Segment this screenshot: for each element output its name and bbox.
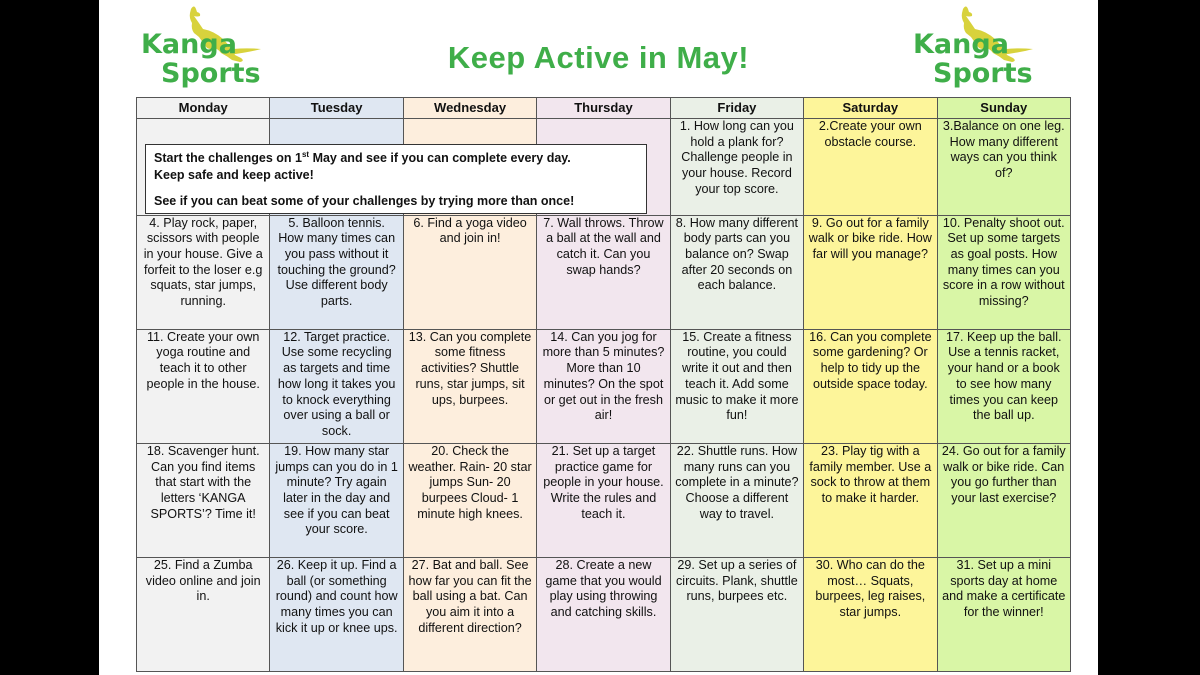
- instructions-line-1: Start the challenges on 1st May and see if you can complete every day.: [154, 149, 571, 165]
- day-cell: 14. Can you jog for more than 5 minutes? More than 10 minutes? On the spot or get out in the fresh air!: [537, 329, 670, 443]
- page-title: Keep Active in May!: [447, 40, 750, 75]
- day-cell: 29. Set up a series of circuits. Plank, shuttle runs, burpees etc.: [670, 557, 803, 671]
- day-cell: 13. Can you complete some fitness activities? Shuttle runs, star jumps, sit ups, burpees.: [403, 329, 536, 443]
- week-row: [137, 329, 1071, 443]
- instructions-line-3: See if you can beat some of your challenges by trying more than once!: [154, 194, 575, 208]
- day-cell: 10. Penalty shoot out. Set up some targets as goal posts. How many times can you score in a row without missing?: [937, 215, 1070, 329]
- day-cell: 8. How many different body parts can you balance on? Swap after 20 seconds on each balance.: [670, 215, 803, 329]
- day-header-friday: Friday: [670, 98, 803, 119]
- day-cell: 31. Set up a mini sports day at home and make a certificate for the winner!: [937, 557, 1070, 671]
- day-cell: 25. Find a Zumba video online and join in.: [137, 557, 270, 671]
- day-cell: 23. Play tig with a family member. Use a sock to throw at them to make it harder.: [804, 443, 937, 557]
- day-cell: 21. Set up a target practice game for people in your house. Write the rules and teach it.: [537, 443, 670, 557]
- day-cell: 9. Go out for a family walk or bike ride. How far will you manage?: [804, 215, 937, 329]
- day-header-sunday: Sunday: [937, 98, 1070, 119]
- day-header-row: [137, 98, 1071, 119]
- week-row: [137, 443, 1071, 557]
- logo-line2: Sports: [933, 58, 1033, 88]
- week-row: [137, 215, 1071, 329]
- calendar-page: [99, 0, 1098, 675]
- day-cell: 30. Who can do the most… Squats, burpees, leg raises, star jumps.: [804, 557, 937, 671]
- logo-line1: Kanga: [141, 29, 237, 60]
- day-cell: 11. Create your own yoga routine and teach it to other people in the house.: [137, 329, 270, 443]
- day-cell: 4. Play rock, paper, scissors with people in your house. Give a forfeit to the loser e.g squats, star jumps, running.: [137, 215, 270, 329]
- logo-line1: Kanga: [913, 29, 1009, 60]
- day-cell: 19. How many star jumps can you do in 1 minute? Try again later in the day and see if you can beat your score.: [270, 443, 403, 557]
- day-cell: 3.Balance on one leg. How many different ways can you think of?: [937, 119, 1070, 216]
- day-cell: 1. How long can you hold a plank for? Challenge people in your house. Record your top score.: [670, 119, 803, 216]
- day-cell: 16. Can you complete some gardening? Or help to tidy up the outside space today.: [804, 329, 937, 443]
- day-cell: 12. Target practice. Use some recycling as targets and time how long it takes you to knock everything over using a ball or sock.: [270, 329, 403, 443]
- day-cell: 18. Scavenger hunt. Can you find items that start with the letters ‘KANGA SPORTS’? Time it!: [137, 443, 270, 557]
- day-cell: 24. Go out for a family walk or bike ride. Can you go further than your last exercise?: [937, 443, 1070, 557]
- logo-line2: Sports: [161, 58, 261, 88]
- day-cell: 20. Check the weather. Rain- 20 star jumps Sun- 20 burpees Cloud- 1 minute high knees.: [403, 443, 536, 557]
- day-header-monday: Monday: [137, 98, 270, 119]
- day-header-wednesday: Wednesday: [403, 98, 536, 119]
- day-cell: 7. Wall throws. Throw a ball at the wall and catch it. Can you swap hands?: [537, 215, 670, 329]
- instructions-line-2: Keep safe and keep active!: [154, 168, 314, 182]
- day-cell: 2.Create your own obstacle course.: [804, 119, 937, 216]
- day-cell: 22. Shuttle runs. How many runs can you complete in a minute? Choose a different way to travel.: [670, 443, 803, 557]
- day-cell: 26. Keep it up. Find a ball (or something round) and count how many times you can kick it up or knee ups.: [270, 557, 403, 671]
- day-cell: 27. Bat and ball. See how far you can fit the ball using a bat. Can you aim it into a different direction?: [403, 557, 536, 671]
- week-row: [137, 557, 1071, 671]
- day-header-thursday: Thursday: [537, 98, 670, 119]
- day-header-saturday: Saturday: [804, 98, 937, 119]
- day-cell: 5. Balloon tennis. How many times can you pass without it touching the ground? Use different body parts.: [270, 215, 403, 329]
- day-cell: 17. Keep up the ball. Use a tennis racket, your hand or a book to see how many times you can keep the ball up.: [937, 329, 1070, 443]
- day-cell: 6. Find a yoga video and join in!: [403, 215, 536, 329]
- instructions-box: [145, 144, 647, 214]
- day-header-tuesday: Tuesday: [270, 98, 403, 119]
- day-cell: 28. Create a new game that you would play using throwing and catching skills.: [537, 557, 670, 671]
- day-cell: 15. Create a fitness routine, you could write it out and then teach it. Add some music to make it more fun!: [670, 329, 803, 443]
